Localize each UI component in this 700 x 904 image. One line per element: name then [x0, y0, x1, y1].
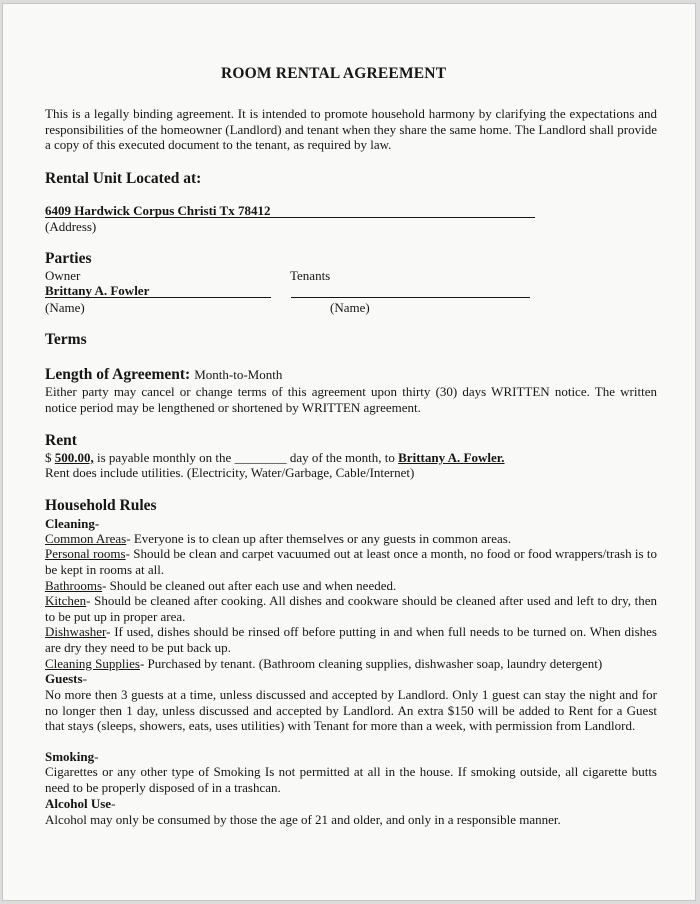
rent-currency: $ [45, 450, 52, 465]
bathrooms-text: - Should be cleaned out after each use and when needed. [102, 578, 397, 593]
rule-dishwasher [45, 624, 657, 655]
personal-rooms-text: - Should be clean and carpet vacuumed out at least once a month, no food or food wrappers/trash is to be kept in rooms at all. [45, 546, 658, 577]
length-value: Month-to-Month [194, 367, 283, 382]
personal-rooms-label: Personal rooms [45, 546, 126, 561]
cleaning-label: Cleaning- [45, 516, 100, 531]
bathrooms-label: Bathrooms [45, 578, 103, 593]
rent-payee: Brittany A. Fowler. [398, 450, 505, 465]
rent-payable-text: is payable monthly on the [97, 450, 232, 465]
terms-heading: Terms [45, 331, 87, 348]
length-paragraph: Either party may cancel or change terms of this agreement upon thirty (30) days WRITTEN notice. The written notice period may be lengthened or shortened by WRITTEN agreement. [45, 384, 657, 415]
address-line [45, 217, 535, 218]
owner-label: Owner [45, 268, 81, 283]
owner-name-line [45, 297, 271, 298]
alcohol-suffix: - [111, 796, 116, 811]
length-heading: Length of Agreement: [45, 366, 191, 383]
alcohol-heading [45, 796, 115, 811]
kitchen-label: Kitchen [45, 593, 87, 608]
kitchen-text: - Should be cleaned after cooking. All dishes and cookware should be cleaned after used and left to dry, then to be put up in proper area. [45, 593, 657, 624]
rent-day-blank: ________ [234, 450, 287, 465]
cleaning-supplies-text: - Purchased by tenant. (Bathroom cleaning supplies, dishwasher soap, laundry detergent) [139, 656, 603, 671]
owner-name: Brittany A. Fowler [45, 283, 150, 298]
length-of-agreement-line [45, 366, 282, 384]
tenants-label: Tenants [290, 268, 331, 283]
smoking-paragraph: Cigarettes or any other type of Smoking Is not permitted at all in the house. If smoking outside, all cigarette butts need to be properly disposed of in a trashcan. [45, 764, 657, 795]
smoking-suffix: - [94, 749, 99, 764]
smoking-heading [45, 749, 98, 764]
rule-kitchen [45, 593, 657, 624]
rent-heading: Rent [45, 432, 77, 449]
guests-suffix: - [82, 671, 87, 686]
address-value: 6409 Hardwick Corpus Christi Tx 78412 [45, 203, 271, 218]
smoking-label: Smoking [45, 749, 95, 764]
parties-heading: Parties [45, 250, 92, 267]
guests-label: Guests [45, 671, 83, 686]
dishwasher-text: - If used, dishes should be rinsed off before putting in and when full needs to be turned on. When dishes are dry they need to be put back up. [45, 624, 657, 655]
address-label: (Address) [45, 219, 97, 234]
document-page [2, 3, 696, 901]
dishwasher-label: Dishwasher [45, 624, 107, 639]
document-title: ROOM RENTAL AGREEMENT [221, 65, 447, 82]
guests-paragraph: No more then 3 guests at a time, unless discussed and accepted by Landlord. Only 1 guest can stay the night and for no longer then 1 day, unless discussed and accepted by Landlord. An extra $150 will be added to Rent for a Guest that stays (sleeps, showers, eats, uses utilities) with Tenant for more than a week, with permission from Landlord. [45, 687, 657, 734]
tenant-name-label: (Name) [330, 300, 370, 315]
guests-heading [45, 671, 87, 686]
rule-cleaning-supplies [45, 656, 657, 672]
cleaning-supplies-label: Cleaning Supplies [45, 656, 140, 671]
owner-name-label: (Name) [45, 300, 85, 315]
rent-day-text: day of the month, to [289, 450, 395, 465]
common-areas-label: Common Areas [45, 531, 127, 546]
rent-utilities: Rent does include utilities. (Electricity, Water/Garbage, Cable/Internet) [45, 465, 415, 480]
household-rules-heading: Household Rules [45, 497, 157, 514]
tenant-name-line [291, 297, 530, 298]
rent-amount: 500.00, [54, 450, 94, 465]
rule-bathrooms [45, 578, 657, 594]
intro-paragraph: This is a legally binding agreement. It is intended to promote household harmony by clarifying the expectations and responsibilities of the homeowner (Landlord) and tenant when they share the same home. The Landlord shall provide a copy of this executed document to the tenant, as required by law. [45, 106, 657, 153]
alcohol-label: Alcohol Use [45, 796, 112, 811]
common-areas-text: - Everyone is to clean up after themselves or any guests in common areas. [126, 531, 512, 546]
rule-common-areas [45, 531, 657, 547]
rent-line [45, 450, 505, 465]
alcohol-paragraph: Alcohol may only be consumed by those the age of 21 and older, and only in a responsible manner. [45, 812, 561, 827]
rule-personal-rooms [45, 546, 657, 577]
rental-unit-heading: Rental Unit Located at: [45, 170, 202, 187]
